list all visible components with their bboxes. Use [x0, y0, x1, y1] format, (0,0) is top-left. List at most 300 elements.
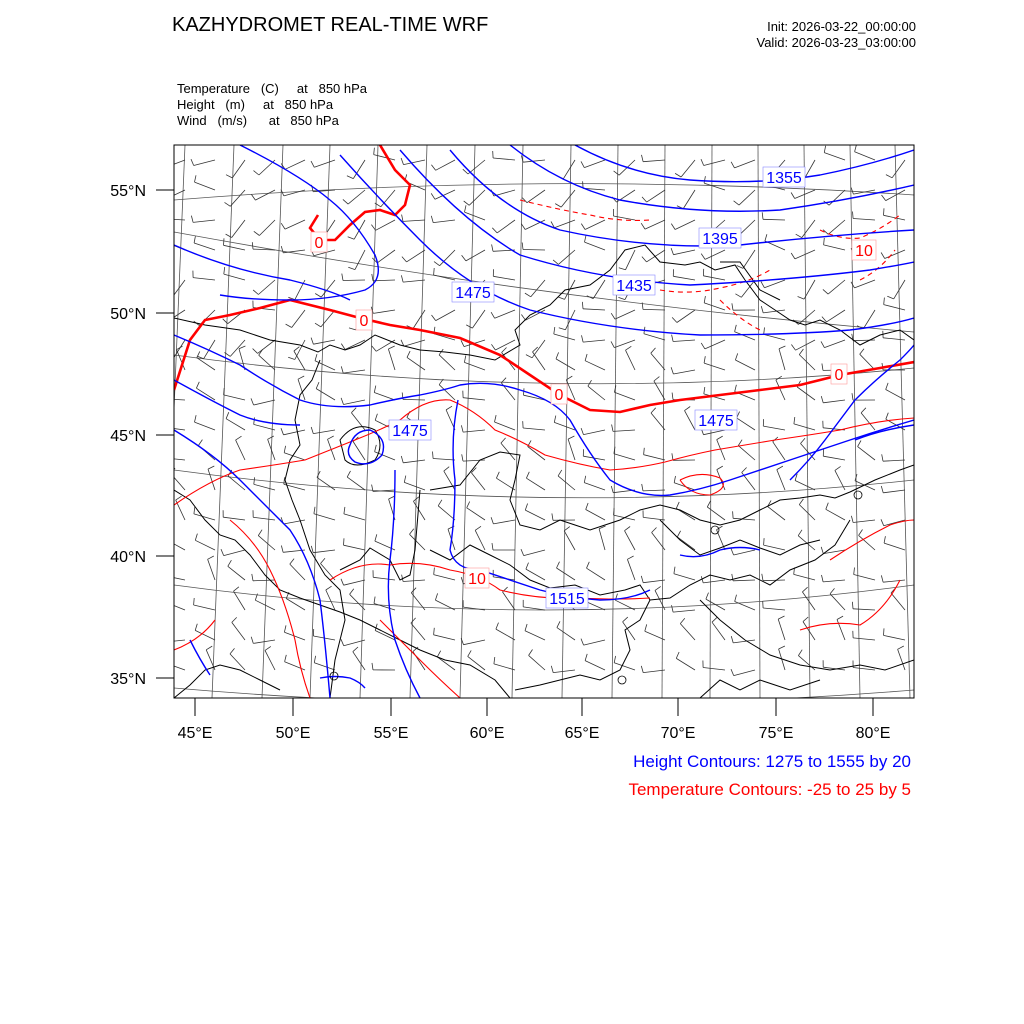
wind-barb-flag [884, 208, 885, 215]
wind-barb [705, 250, 725, 259]
wind-barb-flag [195, 534, 197, 541]
wind-barb [193, 220, 215, 222]
wind-barb-flag [612, 425, 613, 432]
wind-barb-flag [432, 315, 436, 321]
wind-barb-flag [311, 427, 313, 434]
wind-barb-flag [191, 159, 194, 165]
temp-label-0-west: 0 [359, 313, 369, 330]
wind-barb-flag [627, 556, 633, 559]
height-contours [174, 145, 914, 698]
wind-barb [586, 510, 605, 521]
wind-barb-flag [316, 382, 319, 389]
wind-barb-flag [162, 392, 163, 399]
wind-barb-flag [194, 236, 195, 243]
wind-barb-flag [791, 253, 795, 259]
wind-barb-flag [522, 198, 527, 203]
wind-barb-flag [671, 367, 673, 374]
wind-barb-flag [642, 257, 647, 262]
wind-barb-flag [388, 346, 394, 349]
wind-barb [224, 550, 245, 556]
wind-barb [892, 160, 905, 178]
wind-barb-flag [735, 325, 737, 332]
wind-barb [204, 340, 215, 359]
wind-barb [558, 476, 575, 490]
wind-barb-flag [824, 238, 825, 245]
lat-label-50n: 50°N [110, 306, 146, 323]
wind-barb-flag [234, 587, 239, 591]
wind-barb [645, 220, 665, 229]
wind-barb-flag [232, 617, 237, 622]
wind-barb-flag [585, 354, 587, 361]
wind-barb [404, 160, 426, 165]
wind-barb [891, 593, 905, 610]
wind-barb-flag [581, 161, 584, 167]
graticule [162, 145, 914, 705]
wind-barb-flag [738, 440, 742, 446]
wind-barb-flag [553, 260, 558, 265]
wind-barb [471, 473, 485, 490]
wind-barb [208, 469, 215, 490]
wind-barb [886, 190, 905, 201]
wind-barb-flag [802, 587, 807, 592]
wind-barb-flag [348, 267, 355, 269]
lon-label-55e: 55°E [373, 725, 409, 742]
wind-barb-flag [285, 655, 287, 662]
wind-barb-flag [821, 396, 823, 403]
wind-barb-flag [194, 507, 195, 514]
wind-barb [403, 220, 425, 221]
wind-barb-flag [253, 290, 258, 295]
wind-barb-flag [161, 162, 164, 168]
wind-barb-flag [372, 663, 373, 670]
wind-barb [764, 545, 785, 550]
wind-barb-flag [196, 382, 199, 388]
wind-barb-flag [882, 454, 883, 461]
wind-barb-flag [680, 618, 685, 623]
wind-barb-flag [654, 377, 660, 381]
wind-barb-flag [735, 294, 741, 298]
wind-barb [440, 250, 455, 266]
wind-barb-flag [254, 171, 259, 175]
wind-barb [853, 609, 875, 610]
wind-barb-flag [461, 425, 463, 432]
wind-barb-flag [236, 436, 242, 440]
wind-barb-flag [672, 335, 674, 342]
wind-barb [584, 640, 605, 645]
wind-barb [165, 190, 185, 199]
wind-barb [614, 340, 635, 348]
wind-barb-flag [351, 408, 356, 413]
wind-barb-flag [294, 347, 300, 351]
wind-barb [823, 456, 845, 460]
wind-barb-flag [735, 385, 737, 392]
wind-barb-flag [611, 486, 613, 493]
wind-barb-flag [886, 383, 888, 390]
wind-barb-flag [852, 393, 853, 400]
wind-barb [493, 276, 515, 280]
wind-barb [655, 590, 665, 610]
wind-barb [258, 280, 275, 295]
wind-barb [613, 216, 635, 220]
wind-barb-flag [526, 472, 529, 478]
wind-barb-flag [558, 470, 562, 476]
wind-barb-flag [284, 625, 286, 632]
wind-barb-flag [585, 235, 587, 242]
wind-barb [531, 280, 545, 297]
wind-barb-flag [552, 513, 553, 520]
wind-barb [314, 160, 335, 167]
wind-barb-flag [581, 428, 583, 435]
lat-label-40n: 40°N [110, 549, 146, 566]
wind-barb [735, 332, 755, 340]
init-time: Init: 2026-03-22_00:00:00 [767, 19, 916, 34]
wind-barb-flag [764, 327, 765, 334]
wind-barb-flag [311, 161, 314, 167]
wind-barb-flag [434, 262, 440, 266]
wind-barb [193, 278, 215, 280]
wind-barb-flag [502, 348, 507, 353]
wind-barb-flag [735, 353, 737, 360]
wind-barb-flag [803, 617, 808, 622]
wind-barb-flag [317, 471, 320, 477]
wind-barb-flag [852, 602, 853, 609]
wind-barb [403, 399, 425, 400]
wind-barb [585, 220, 605, 230]
wind-barb [501, 443, 515, 460]
wind-barb [313, 550, 335, 553]
wind-barb-flag [165, 235, 167, 242]
wind-barb-flag [431, 165, 435, 171]
wind-barb [712, 622, 725, 640]
wind-barb [285, 220, 305, 229]
wind-barb [704, 363, 725, 370]
wind-barb [643, 517, 665, 520]
wind-barb [585, 242, 606, 250]
wind-barb [171, 473, 186, 490]
wind-barb [627, 559, 635, 580]
wind-barb [795, 481, 815, 491]
wind-barb [526, 478, 545, 490]
wind-barb-flag [761, 306, 763, 313]
wind-barb [224, 395, 245, 400]
wind-barb [739, 190, 755, 205]
wind-barb [863, 310, 875, 329]
wind-barb-flag [281, 546, 283, 553]
lat-label-55n: 55°N [110, 183, 146, 200]
wind-barb-flag [522, 243, 523, 250]
wind-barb-flag [375, 414, 377, 421]
wind-barb-flag [161, 635, 163, 642]
wind-barb [285, 160, 305, 169]
wind-barb-flag [402, 215, 403, 222]
wind-barb-flag [884, 536, 885, 543]
height-label-1475-east: 1475 [698, 413, 734, 430]
wind-barb [643, 160, 665, 162]
wind-barb-flag [717, 466, 723, 470]
lon-label-80e: 80°E [855, 725, 891, 742]
wind-barb-flag [761, 282, 764, 288]
wind-barb [583, 309, 605, 310]
lon-label-60e: 60°E [469, 725, 505, 742]
wind-barb [314, 663, 335, 670]
wind-barb [321, 280, 335, 297]
wind-barb-flag [618, 297, 625, 299]
wind-barb [737, 418, 755, 430]
wind-barb-flag [251, 637, 253, 644]
wind-barb [704, 430, 726, 435]
wind-barb [553, 670, 575, 673]
field-height: Height (m) at 850 hPa [177, 97, 334, 112]
wind-barb [317, 477, 335, 490]
wind-barb [615, 310, 635, 319]
wind-barb [494, 664, 515, 670]
wind-barb-flag [676, 502, 679, 509]
wind-barb [673, 370, 695, 374]
wind-barb-flag [314, 656, 315, 663]
wind-barb-flag [252, 574, 253, 581]
wind-barb-flag [582, 335, 584, 342]
wind-barb [468, 656, 485, 670]
wind-barb [314, 514, 335, 520]
wind-barb-flag [284, 446, 285, 453]
wind-barb-flag [374, 597, 375, 604]
wind-barb-flag [886, 413, 889, 420]
wind-barb-flag [281, 428, 284, 435]
wind-barb [802, 220, 815, 238]
wind-barb [433, 459, 455, 461]
wind-barb-flag [374, 148, 375, 155]
wind-barb [407, 357, 425, 370]
wind-barb-flag [791, 345, 795, 351]
wind-barb-flag [882, 195, 886, 201]
wind-barb-flag [226, 412, 229, 419]
wind-barb [743, 250, 755, 268]
wind-barb-flag [475, 526, 481, 530]
valid-time: Valid: 2026-03-23_03:00:00 [756, 35, 916, 50]
wind-barb [466, 250, 485, 261]
wind-barb [613, 430, 635, 431]
wind-barb [194, 160, 215, 166]
wind-barb-flag [884, 298, 885, 305]
wind-barb [503, 592, 516, 610]
field-temperature: Temperature (C) at 850 hPa [177, 81, 368, 96]
wind-barb-flag [224, 267, 225, 274]
wind-barb-flag [314, 507, 315, 514]
wind-barb-flag [268, 436, 274, 439]
wind-barb [407, 250, 426, 262]
wind-barb [353, 652, 365, 670]
wind-barb-flag [794, 417, 795, 424]
wind-barb [433, 220, 455, 223]
wind-barb-flag [881, 253, 885, 259]
wind-barb-flag [701, 254, 705, 260]
wind-barb [381, 190, 395, 207]
wind-barb [860, 354, 875, 370]
wind-barb-flag [799, 499, 803, 505]
wind-barb-flag [290, 559, 294, 565]
wind-barb-flag [226, 175, 232, 178]
wind-barb-flag [642, 155, 644, 162]
wind-barb-flag [375, 624, 377, 631]
wind-barb [561, 190, 575, 207]
wind-barb-flag [265, 646, 271, 650]
wind-barb-flag [492, 543, 493, 550]
wind-barb-flag [884, 628, 885, 635]
wind-barb [347, 477, 365, 490]
wind-barb [295, 340, 305, 360]
wind-barb-flag [464, 201, 470, 205]
wind-barb-flag [433, 452, 434, 459]
wind-barb-flag [614, 656, 615, 663]
wind-barb [884, 305, 905, 310]
lat-labels [110, 183, 146, 688]
wind-barb [255, 190, 275, 200]
wind-barb-flag [401, 275, 403, 282]
wind-barb [677, 310, 695, 323]
wind-barb-flag [671, 224, 675, 230]
wind-barb [525, 631, 545, 640]
wind-barb-flag [641, 666, 643, 673]
wind-barb [232, 220, 245, 238]
wind-barb-flag [461, 340, 464, 346]
wind-barb [884, 543, 905, 550]
wind-barb-flag [556, 352, 559, 359]
wind-barb-flag [492, 228, 497, 233]
wind-barb [529, 655, 545, 670]
wind-barb-flag [674, 567, 675, 574]
wind-barb-flag [821, 341, 824, 347]
wind-barb-flag [835, 466, 841, 470]
wind-barb [735, 160, 756, 168]
wind-barb [674, 250, 696, 255]
wind-barb-flag [353, 647, 358, 652]
wind-barb [523, 250, 545, 251]
wind-barb [556, 359, 575, 370]
wind-barb [828, 220, 845, 234]
wind-barb-flag [623, 617, 628, 622]
wind-barb-flag [195, 624, 197, 631]
wind-barb-flag [614, 171, 620, 175]
wind-barb [768, 507, 785, 521]
wind-barb [321, 310, 335, 327]
wind-barb [568, 439, 575, 460]
wind-barb-flag [676, 652, 679, 658]
wind-barb-flag [685, 407, 691, 411]
wind-barb [703, 276, 725, 280]
wind-barb-flag [467, 502, 470, 508]
wind-barb-flag [731, 549, 734, 556]
wind-barb-flag [252, 242, 253, 249]
wind-barb-flag [348, 237, 355, 240]
wind-barb [626, 350, 636, 370]
wind-barb-flag [779, 346, 785, 349]
wind-barb [705, 340, 725, 349]
wind-barb [493, 158, 515, 160]
wind-barb [735, 360, 755, 370]
wind-barb [855, 152, 875, 160]
wind-barb [675, 220, 695, 230]
wind-barb-flag [434, 268, 435, 275]
wind-barb-flag [347, 471, 350, 477]
wind-barb-flag [525, 504, 527, 511]
wind-barb-flag [341, 639, 344, 645]
wind-barb [741, 280, 755, 297]
wind-barb [644, 334, 665, 340]
wind-barb-flag [557, 562, 560, 568]
wind-barb-flag [704, 296, 705, 303]
lon-label-75e: 75°E [758, 725, 794, 742]
wind-barb-flag [717, 436, 723, 440]
wind-barb-flag [375, 534, 377, 541]
wind-barb [680, 624, 695, 640]
wind-barb [779, 349, 785, 370]
wind-barb-flag [521, 549, 524, 556]
temperature-contours [174, 145, 914, 698]
wind-barb [614, 663, 635, 670]
wind-barb [883, 338, 905, 340]
wind-barb-flag [554, 327, 555, 334]
wind-barb-flag [438, 500, 442, 506]
wind-barb-flag [861, 408, 866, 413]
wind-barb [434, 575, 455, 580]
wind-barb-flag [672, 605, 674, 612]
lon-label-45e: 45°E [177, 725, 213, 742]
height-label-1475-north: 1475 [455, 285, 491, 302]
wind-barb [829, 190, 845, 205]
wind-barb [564, 531, 575, 550]
wind-barb [533, 352, 546, 370]
wind-barb [614, 454, 635, 460]
wind-barb [439, 355, 455, 370]
wind-barb-flag [176, 496, 182, 500]
lon-label-70e: 70°E [660, 725, 696, 742]
wind-barb-flag [830, 588, 834, 593]
wind-barb [495, 422, 516, 430]
wind-barb [643, 490, 665, 491]
wind-barb-flag [588, 380, 592, 386]
wind-barb [733, 580, 755, 581]
wind-barb-flag [854, 568, 855, 575]
wind-barb-flag [221, 549, 224, 556]
wind-barb-flag [826, 503, 829, 510]
wind-barb [823, 580, 845, 582]
wind-barb-flag [404, 476, 406, 483]
wind-barb [647, 250, 666, 262]
wind-barb-flag [733, 511, 734, 518]
lake-markers [330, 491, 862, 684]
wind-barb-flag [401, 158, 403, 165]
wind-barb [778, 619, 785, 640]
wind-barb-flag [315, 323, 321, 327]
wind-barb-flag [349, 328, 356, 330]
wind-barb-flag [372, 346, 377, 351]
wind-barb [763, 608, 785, 610]
wind-barb-flag [881, 519, 884, 525]
wind-barb [644, 455, 665, 460]
wind-barb [777, 470, 785, 490]
wind-barb [823, 400, 845, 403]
wind-barb-flag [557, 621, 560, 627]
wind-barb [587, 568, 606, 580]
wind-barb [676, 658, 695, 670]
wind-barb-flag [437, 651, 440, 657]
lon-label-50e: 50°E [275, 725, 311, 742]
wind-barb [374, 155, 395, 160]
wind-barb-flag [559, 328, 566, 330]
wind-barb [739, 220, 755, 235]
wind-barb [467, 508, 485, 520]
wind-barb [677, 537, 695, 550]
